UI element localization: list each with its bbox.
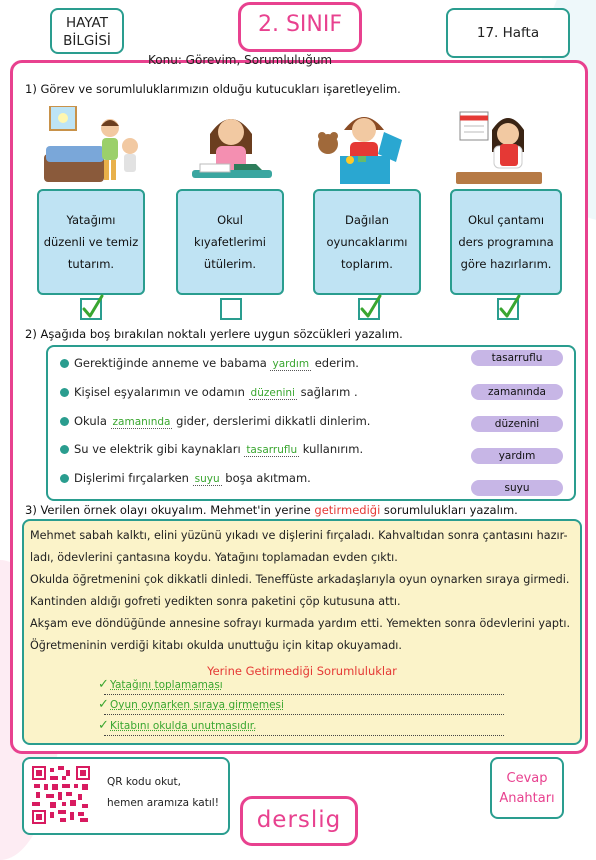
checkmark-icon: ✓ (98, 718, 109, 733)
q1-card-make-bed (37, 189, 145, 295)
q3-answer-line[interactable]: ✓ Yatağını toplamaması (104, 679, 504, 695)
checkmark-icon (359, 294, 383, 320)
q3-title-highlight: getirmediği (314, 503, 381, 517)
q2-sentence: Dişlerimi fırçalarken suyu boşa akıtmam. (60, 471, 311, 485)
subject-line1: HAYAT (66, 15, 108, 31)
illustration-ironing (186, 108, 276, 188)
q2-answer[interactable]: yardım (272, 358, 310, 370)
q1-checkbox-toys[interactable] (358, 298, 380, 320)
story-line: Mehmet sabah kalktı, elini yüzünü yıkadı ve dişlerini fırçaladı. Kahvaltıdan sonra çantasını hazır- (30, 529, 568, 542)
q1-card-text: Dağılan oyuncaklarımı toplarım. (326, 213, 408, 271)
bullet-dot (60, 388, 69, 397)
word-chip: zamanında (471, 384, 563, 400)
qr-code-icon[interactable] (32, 766, 90, 824)
word-chip: düzenini (471, 416, 563, 432)
q2-answer[interactable]: suyu (194, 473, 220, 485)
q2-answer[interactable]: tasarruflu (246, 444, 298, 456)
topic-label: Konu: Görevim, Sorumluluğum (148, 53, 333, 67)
answer-key-line2: Anahtarı (499, 791, 555, 806)
illustration-making-bed (42, 106, 142, 188)
q1-checkbox-school-bag[interactable] (497, 298, 519, 320)
q1-card-text: Okul çantamı ders programına göre hazırlarım. (458, 213, 554, 271)
q3-title: 3) Verilen örnek olayı okuyalım. Mehmet'in yerine getirmediği sorumlulukları yazalım. (25, 503, 518, 517)
grade-box (238, 2, 362, 52)
brand-box[interactable] (240, 796, 358, 846)
q2-sentence: Okula zamanında gider, derslerimi dikkatli dinlerim. (60, 414, 370, 428)
checkmark-icon: ✓ (98, 697, 109, 712)
q2-answer[interactable]: zamanında (112, 416, 171, 428)
word-chip: yardım (471, 448, 563, 464)
q2-title: 2) Aşağıda boş bırakılan noktalı yerlere uygun sözcükleri yazalım. (25, 327, 403, 341)
q1-card-toys (313, 189, 421, 295)
bullet-dot (60, 417, 69, 426)
q1-card-school-bag (450, 189, 562, 295)
story-line: Okulda öğretmenini çok dikkatli dinledi. Teneffüste arkadaşlarıyla oyun oynarken sıraya girmedi. (30, 573, 570, 586)
q2-answer[interactable]: düzenini (250, 387, 295, 399)
subject-line2: BİLGİSİ (63, 33, 111, 49)
checkmark-icon (81, 294, 105, 320)
q3-answer-line[interactable]: ✓ Oyun oynarken sıraya girmemesi (104, 699, 504, 715)
checkmark-icon (498, 294, 522, 320)
q1-card-text: Okul kıyafetlerimi ütülerim. (194, 213, 266, 271)
q2-sentence: Su ve elektrik gibi kaynakları tasarruflu kullanırım. (60, 442, 363, 456)
answers-title: Yerine Getirmediği Sorumluluklar (207, 664, 397, 678)
week-label: 17. Hafta (476, 25, 540, 41)
q1-checkbox-make-bed[interactable] (80, 298, 102, 320)
bullet-dot (60, 474, 69, 483)
checkmark-icon: ✓ (98, 677, 109, 692)
q2-sentence: Kişisel eşyalarımın ve odamın düzenini sağlarım . (60, 385, 358, 399)
bullet-dot (60, 445, 69, 454)
q1-card-ironing (176, 189, 284, 295)
word-chip: suyu (471, 480, 563, 496)
illustration-toys (314, 108, 410, 188)
story-line: Öğretmeninin verdiği kitabı okulda unuttuğu için kitap okuyamadı. (30, 639, 402, 652)
grade-title: 2. SINIF (257, 12, 343, 37)
story-line: ladı, ödevlerini çantasına koydu. Yatağını toplamadan evden çıktı. (30, 551, 398, 564)
qr-line1: QR kodu okut, (107, 776, 181, 788)
story-line: Akşam eve döndüğünde annesine sofrayı kurmada yardım etti. Yemekten sonra ödevlerini yaptı. (30, 617, 571, 630)
word-chip: tasarruflu (471, 350, 563, 366)
q1-checkbox-ironing[interactable] (220, 298, 242, 320)
week-box (446, 8, 570, 58)
bullet-dot (60, 359, 69, 368)
qr-line2: hemen aramıza katıl! (107, 797, 219, 809)
q2-sentence: Gerektiğinde anneme ve babama yardım ederim. (60, 356, 359, 370)
q3-answer-line[interactable]: ✓ Kitabını okulda unutmasıdır. (104, 720, 504, 736)
q1-title: 1) Görev ve sorumluluklarımızın olduğu kutucukları işaretleyelim. (25, 82, 401, 96)
brand-logo: derslig (256, 807, 342, 833)
illustration-packing-bag (454, 108, 544, 188)
story-line: Kantinden aldığı gofreti yedikten sonra paketini çöp kutusuna attı. (30, 595, 401, 608)
answer-key-line1: Cevap (506, 771, 548, 786)
subject-box (50, 8, 124, 54)
q1-card-text: Yatağımı düzenli ve temiz tutarım. (43, 213, 139, 271)
answer-key-box (490, 757, 564, 819)
